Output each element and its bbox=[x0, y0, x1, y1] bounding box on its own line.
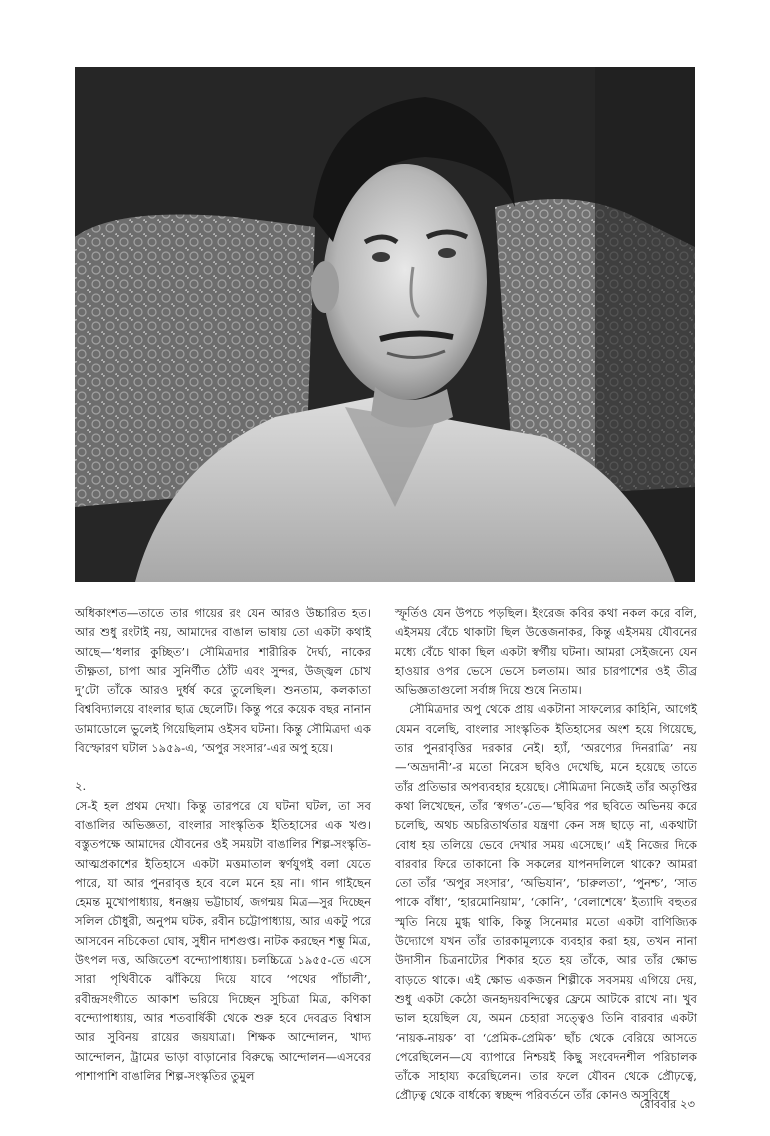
portrait-photo bbox=[75, 67, 695, 582]
paragraph: অধিকাংশত—তাতে তার গায়ের রং যেন আরও উচ্চারিত হত। আর শুধু রংটাই নয়, আমাদের বাঙাল ভাষায় তো একটা কথাই আছে—‘ধলার কুচ্ছিত’। সৌমিত্রদার শারীরিক দৈর্ঘ্য, নাকের তীক্ষ্ণতা, চাপা আর সুনির্ণীত ঠোঁট এবং সুন্দর, উজ্জ্বল চোখ দু’টো তাঁকে আরও দুর্ধর্ষ করে তুলেছিল। শুনতাম, কলকাতা বিশ্ববিদ্যালয়ে বাংলার ছাত্র ছেলেটি। কিন্তু পরে কয়েক বছর নানান ডামাডোলে ভুলেই গিয়েছিলাম ওইসব ঘটনা। কিন্তু সৌমিত্রদা এক বিস্ফোরণ ঘটাল ১৯৫৯-এ, ‘অপুর সংসার’-এর অপু হয়ে। bbox=[75, 606, 371, 756]
article-right-column bbox=[395, 604, 697, 1106]
article-left-column bbox=[75, 604, 371, 1086]
page-folio: রোববার ২৩ bbox=[639, 1097, 695, 1111]
portrait-photo-icon bbox=[75, 67, 695, 582]
paragraph: স্ফূর্তিও যেন উপচে পড়ছিল। ইংরেজ কবির কথা নকল করে বলি, এইসময় বেঁচে থাকাটা ছিল উত্তেজনাকর, কিন্তু এইসময় যৌবনের মধ্যে বেঁচে থাকা ছিল একটা স্বর্গীয় ঘটনা। আমরা সেইজন্যে যেন হাওয়ার ওপর ভেসে ভেসে চলতাম। আর চারপাশের ওই তীব্র অভিজ্ঞতাগুলো সর্বাঙ্গ দিয়ে শুষে নিতাম। bbox=[395, 606, 697, 698]
section-number: ২. bbox=[75, 779, 87, 794]
paragraph: সে-ই হল প্রথম দেখা। কিন্তু তারপরে যে ঘটনা ঘটল, তা সব বাঙালির অভিজ্ঞতা, বাংলার সাংস্কৃতিক ইতিহাসের এক খণ্ড। বস্তুতপক্ষে আমাদের যৌবনের ওই সময়টা বাঙালির শিল্প-সংস্কৃতি-আত্মপ্রকাশের ইতিহাসে একটা মত্তমাতাল স্বর্ণযুগই বলা যেতে পারে, যা আর পুনরাবৃত্ত হবে বলে মনে হয় না। গান গাইছেন হেমন্ত মুখোপাধ্যায়, ধনঞ্জয় ভট্টাচার্য, জগন্ময় মিত্র—সুর দিচ্ছেন সলিল চৌধুরী, অনুপম ঘটক, রবীন চট্টোপাধ্যায়, আর একটু পরে আসবেন নচিকেতা ঘোষ, সুধীন দাশগুপ্ত। নাটক করছেন শম্ভু মিত্র, উৎপল দত্ত, অজিতেশ বন্দ্যোপাধ্যায়। চলচ্চিত্রে ১৯৫৫-তে এসে সারা পৃথিবীকে ঝাঁকিয়ে দিয়ে যাবে ‘পথের পাঁচালী’, রবীন্দ্রসংগীতে আকাশ ভরিয়ে দিচ্ছেন সুচিত্রা মিত্র, কণিকা বন্দ্যোপাধ্যায়, আর শতবার্ষিকী থেকে শুরু হবে দেবব্রত বিশ্বাস আর সুবিনয় রায়ের জয়যাত্রা। শিক্ষক আন্দোলন, খাদ্য আন্দোলন, ট্রামের ভাড়া বাড়ানোর বিরুদ্ধে আন্দোলন—এসবের পাশাপাশি বাঙালির শিল্প-সংস্কৃতির তুমুল bbox=[75, 798, 371, 1083]
paragraph: সৌমিত্রদার অপু থেকে প্রায় একটানা সাফল্যের কাহিনি, আগেই যেমন বলেছি, বাংলার সাংস্কৃতিক ইতিহাসের অংশ হয়ে গিয়েছে, তার পুনরাবৃত্তির দরকার নেই। হ্যাঁ, ‘অরণ্যের দিনরাত্রি’ নয়—‘অভ্রদানী’-র মতো নিরেস ছবিও দেখেছি, মনে হয়েছে তাতে তাঁর প্রতিভার অপব্যবহার হয়েছে। সৌমিত্রদা নিজেই তাঁর অতৃপ্তির কথা লিখেছেন, তাঁর ‘স্বগত’-তে—‘ছবির পর ছবিতে অভিনয় করে চলেছি, অথচ অচরিতার্থতার যন্ত্রণা কেন সঙ্গ ছাড়ে না, একথাটা বোধ হয় তলিয়ে ভেবে দেখার সময় এসেছে।’ এই নিজের দিকে বারবার ফিরে তাকানো কি সকলের যাপনদলিলে থাকে? আমরা তো তাঁর ‘অপুর সংসার’, ‘অভিযান’, ‘চারুলতা’, ‘পুনশ্চ’, ‘সাত পাকে বাঁধা’, ‘হারমোনিয়াম’, ‘কোনি’, ‘বেলাশেষে’ ইত্যাদি বহুতর স্মৃতি নিয়ে মুগ্ধ থাকি, কিন্তু সিনেমার মতো একটা বাণিজ্যিক উদ্যোগে যখন তাঁর তারকামূল্যকে ব্যবহার করা হয়, তখন নানা উদাসীন চিত্রনাট্যের শিকার হতে হয় তাঁকে, আর তাঁর ক্ষোভ বাড়তে থাকে। এই ক্ষোভ একজন শিল্পীকে সবসময় এগিয়ে দেয়, শুধু একটা কেঠো জনহৃদয়বন্দিত্বের ফ্রেমে আটকে রাখে না। খুব ভাল হয়েছিল যে, অমন চেহারা সত্ত্বেও তিনি বারবার একটা ‘নায়ক-নায়ক’ বা ‘প্রেমিক-প্রেমিক’ ছাঁচ থেকে বেরিয়ে আসতে পেরেছিলেন—যে ব্যাপারে নিশ্চয়ই কিছু সংবেদনশীল পরিচালক তাঁকে সাহায্য করেছিলেন। তার ফলে যৌবন থেকে প্রৌঢ়ত্বে, প্রৌঢ়ত্ব থেকে বার্ধক্যে স্বচ্ছন্দ পরিবর্তনে তাঁর কোনও অসুবিধে bbox=[395, 702, 697, 1103]
